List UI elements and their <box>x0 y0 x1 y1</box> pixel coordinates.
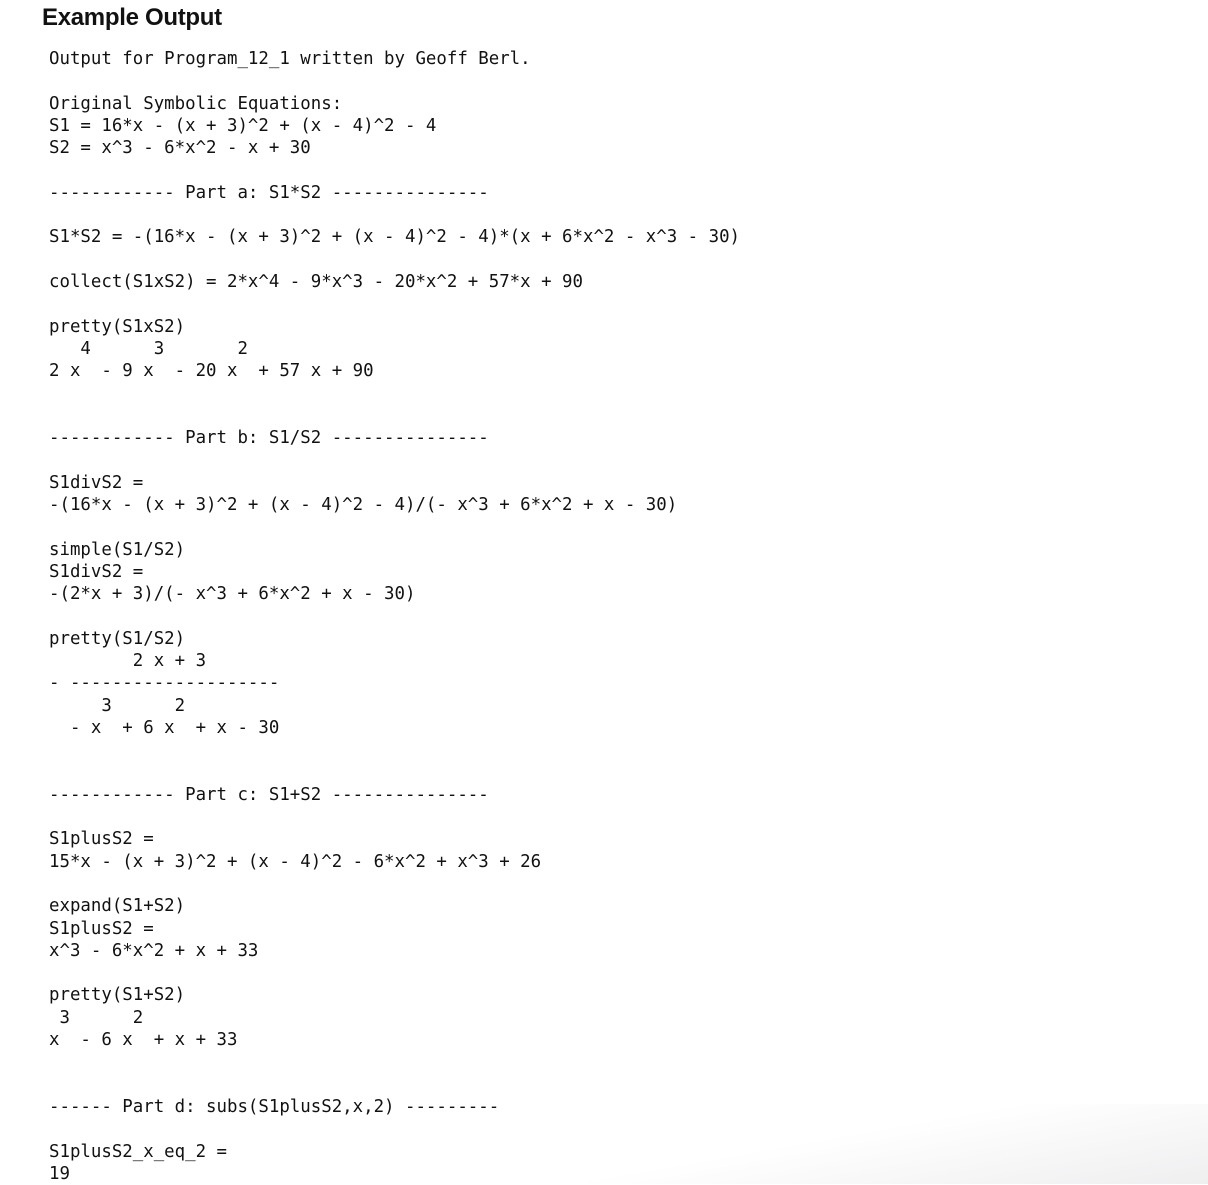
output-line: S1 = 16*x - (x + 3)^2 + (x - 4)^2 - 4 <box>49 115 437 136</box>
output-line: 19 <box>49 1163 70 1184</box>
output-line: S1plusS2_x_eq_2 = <box>49 1141 227 1162</box>
output-line <box>49 605 740 627</box>
output-line <box>49 806 740 828</box>
output-line <box>49 516 740 538</box>
output-line <box>49 293 740 315</box>
output-line: Original Symbolic Equations: <box>49 93 343 114</box>
output-line <box>49 249 740 271</box>
output-line <box>49 762 740 784</box>
output-line: 4 3 2 <box>49 338 248 359</box>
output-line <box>49 449 740 471</box>
output-line: 2 x - 9 x - 20 x + 57 x + 90 <box>49 361 374 382</box>
output-line: pretty(S1/S2) <box>49 628 186 649</box>
output-line <box>49 159 740 181</box>
output-line: - -------------------- <box>49 673 280 694</box>
output-line: S1plusS2 = <box>49 918 154 939</box>
output-line: 3 2 <box>49 1007 144 1028</box>
output-line <box>49 382 740 404</box>
output-line: expand(S1+S2) <box>49 896 186 917</box>
output-line <box>49 1074 740 1096</box>
output-line: Output for Program_12_1 written by Geoff Berl. <box>49 49 531 69</box>
output-line <box>49 739 740 761</box>
output-line: ------------ Part b: S1/S2 --------------- <box>49 428 489 449</box>
output-line: S1*S2 = -(16*x - (x + 3)^2 + (x - 4)^2 - 4)*(x + 6*x^2 - x^3 - 30) <box>49 227 741 248</box>
program-output <box>49 48 740 1185</box>
output-line: 15*x - (x + 3)^2 + (x - 4)^2 - 6*x^2 + x^3 + 26 <box>49 851 542 872</box>
output-line: pretty(S1+S2) <box>49 985 186 1006</box>
output-line: S1divS2 = <box>49 561 144 582</box>
output-line <box>49 873 740 895</box>
output-line: x^3 - 6*x^2 + x + 33 <box>49 940 259 961</box>
output-line <box>49 962 740 984</box>
page-heading: Example Output <box>42 4 222 31</box>
output-line: pretty(S1xS2) <box>49 316 186 337</box>
output-line: -(16*x - (x + 3)^2 + (x - 4)^2 - 4)/(- x^3 + 6*x^2 + x - 30) <box>49 494 678 515</box>
output-line <box>49 204 740 226</box>
output-line: S2 = x^3 - 6*x^2 - x + 30 <box>49 138 311 159</box>
output-line: x - 6 x + x + 33 <box>49 1030 238 1051</box>
output-line: 2 x + 3 <box>49 651 207 672</box>
output-line: - x + 6 x + x - 30 <box>49 717 280 738</box>
output-line: 3 2 <box>49 695 186 716</box>
output-line: collect(S1xS2) = 2*x^4 - 9*x^3 - 20*x^2 + 57*x + 90 <box>49 271 583 292</box>
output-line <box>49 1051 740 1073</box>
output-line: ------------ Part a: S1*S2 --------------- <box>49 182 489 203</box>
output-line: S1plusS2 = <box>49 829 154 850</box>
output-line: S1divS2 = <box>49 472 144 493</box>
output-line <box>49 70 740 92</box>
output-line <box>49 1118 740 1140</box>
output-line: ------ Part d: subs(S1plusS2,x,2) --------- <box>49 1096 500 1117</box>
output-line: ------------ Part c: S1+S2 --------------- <box>49 784 489 805</box>
output-line: simple(S1/S2) <box>49 539 186 560</box>
output-line <box>49 405 740 427</box>
output-line: -(2*x + 3)/(- x^3 + 6*x^2 + x - 30) <box>49 584 416 605</box>
